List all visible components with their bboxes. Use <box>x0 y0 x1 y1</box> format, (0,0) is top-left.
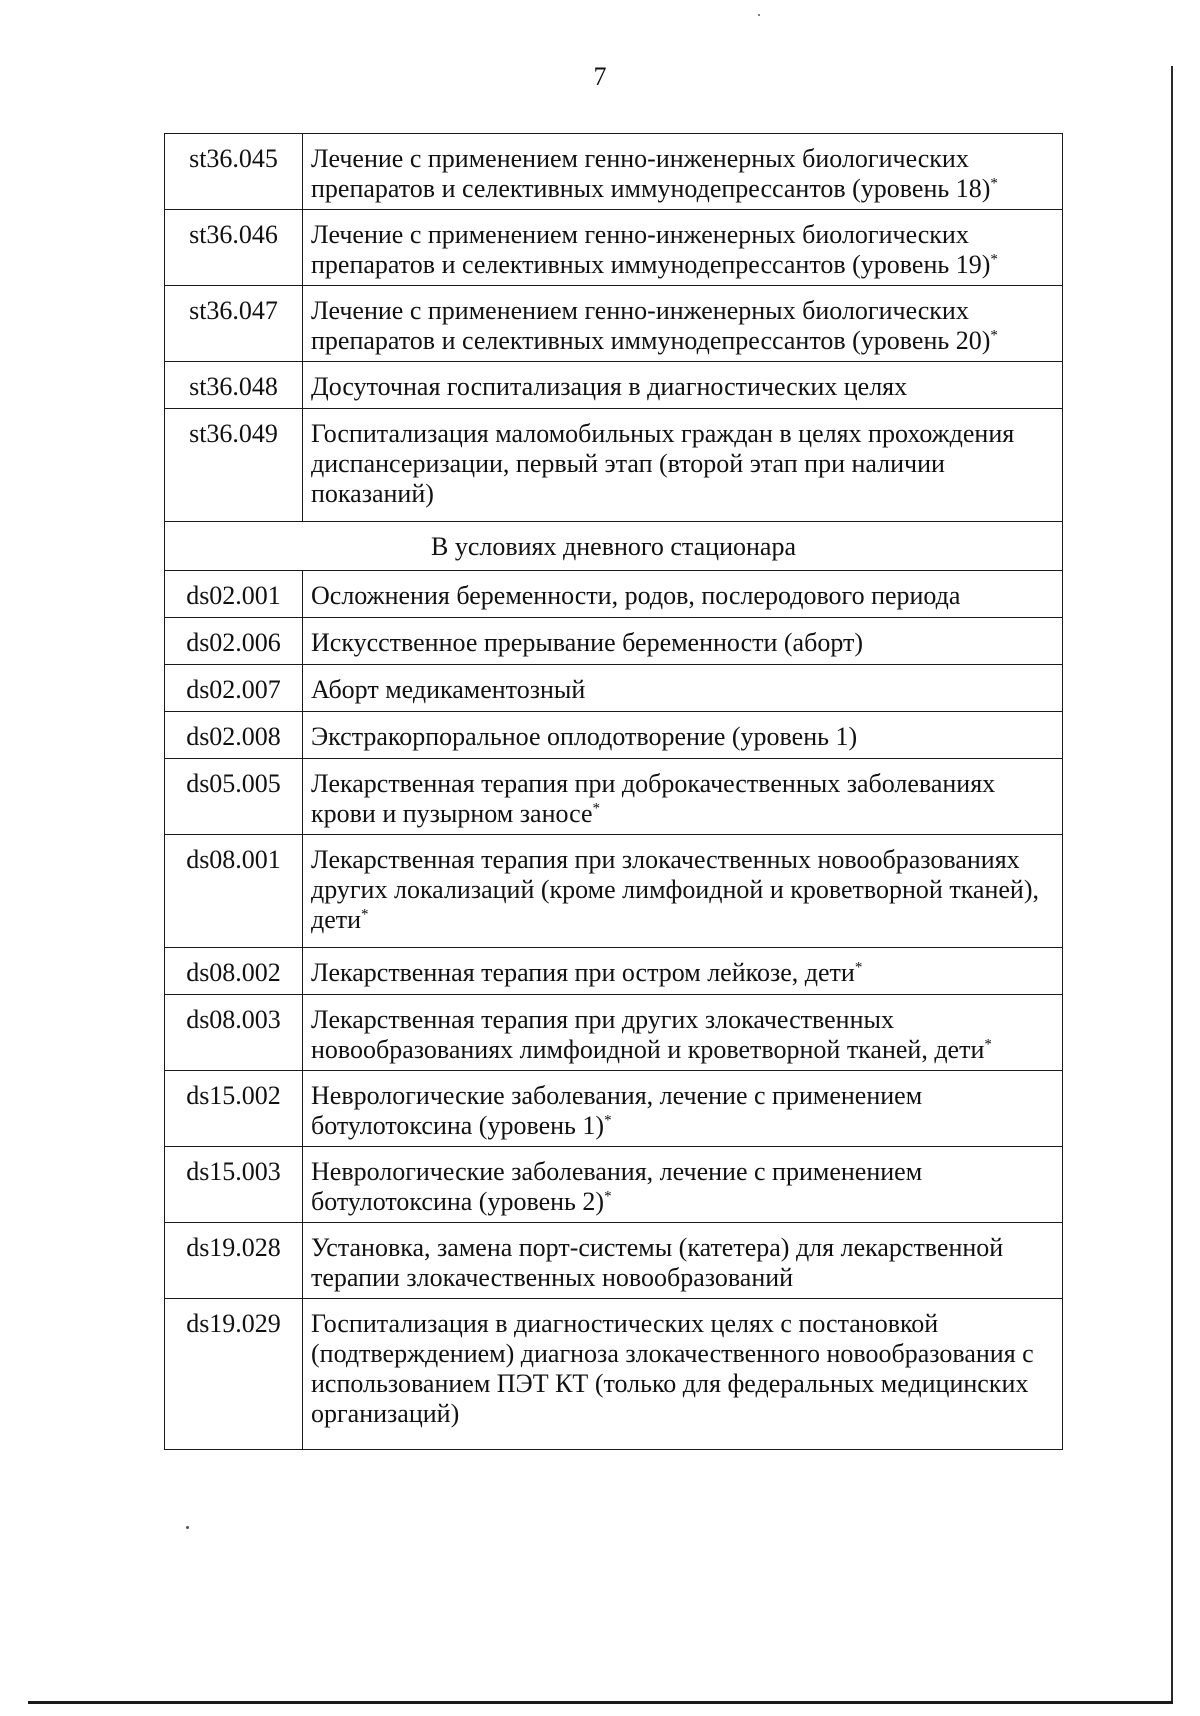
row-text: Лекарственная терапия при злокачественных новообразованиях других локализаций (кроме лимфоидной и кроветворной тканей), дети <box>311 845 1039 934</box>
row-code: st36.045 <box>165 134 303 210</box>
row-code: st36.048 <box>165 362 303 409</box>
row-description <box>303 1223 1063 1299</box>
row-text: Лечение с применением генно-инженерных биологических препаратов и селективных иммунодепрессантов (уровень 19) <box>311 220 991 279</box>
footnote-mark: * <box>854 959 863 976</box>
row-description <box>303 1071 1063 1147</box>
page-number: 7 <box>593 62 607 91</box>
row-description <box>303 286 1063 362</box>
row-code: st36.046 <box>165 210 303 286</box>
row-code: ds19.029 <box>165 1299 303 1450</box>
row-text: Лечение с применением генно-инженерных биологических препаратов и селективных иммунодепрессантов (уровень 20) <box>311 296 991 355</box>
footnote-mark: * <box>990 251 998 268</box>
footnote-mark: * <box>361 906 369 923</box>
row-description <box>303 134 1063 210</box>
row-code: ds15.002 <box>165 1071 303 1147</box>
row-description <box>303 362 1063 409</box>
table-row <box>165 995 1063 1071</box>
row-code: ds02.007 <box>165 665 303 712</box>
table-row <box>165 948 1063 995</box>
footnote-mark: * <box>990 327 998 344</box>
scan-edge-bottom <box>28 1701 1173 1704</box>
table-row <box>165 1299 1063 1450</box>
footnote-mark: * <box>592 800 601 817</box>
table-row <box>165 1223 1063 1299</box>
footnote-mark: * <box>604 1188 612 1205</box>
row-description <box>303 1147 1063 1223</box>
row-text: Лечение с применением генно-инженерных биологических препаратов и селективных иммунодепрессантов (уровень 18) <box>311 144 991 203</box>
scan-edge-right <box>1171 66 1173 1703</box>
table-row <box>165 571 1063 618</box>
row-text: Лекарственная терапия при остром лейкозе, дети <box>311 958 855 987</box>
row-code: ds02.006 <box>165 618 303 665</box>
row-description <box>303 1299 1063 1450</box>
table-row <box>165 665 1063 712</box>
row-description <box>303 665 1063 712</box>
row-text: Неврологические заболевания, лечение с применением ботулотоксина (уровень 1) <box>311 1081 923 1140</box>
row-text: Лекарственная терапия при других злокачественных новообразованиях лимфоидной и кроветворной тканей, дети <box>311 1005 985 1064</box>
row-code: ds08.002 <box>165 948 303 995</box>
section-title: В условиях дневного стационара <box>165 522 1063 571</box>
row-code: ds15.003 <box>165 1147 303 1223</box>
row-text: Осложнения беременности, родов, послеродового периода <box>311 581 961 610</box>
footnote-mark: * <box>990 175 998 192</box>
table-row <box>165 362 1063 409</box>
row-text: Госпитализация в диагностических целях с постановкой (подтверждением) диагноза злокачественного новообразования с использованием ПЭТ КТ (только для федеральных медицинских организаций) <box>311 1309 1034 1428</box>
row-text: Лекарственная терапия при доброкачественных заболеваниях крови и пузырном заносе <box>311 769 996 828</box>
table-row <box>165 618 1063 665</box>
table-row <box>165 835 1063 948</box>
table-row <box>165 134 1063 210</box>
row-code: ds05.005 <box>165 759 303 835</box>
scan-speck <box>186 1526 189 1529</box>
table-row <box>165 409 1063 522</box>
row-code: st36.047 <box>165 286 303 362</box>
table-row <box>165 210 1063 286</box>
table-row <box>165 286 1063 362</box>
row-text: Аборт медикаментозный <box>311 675 586 704</box>
table-row <box>165 759 1063 835</box>
row-description <box>303 712 1063 759</box>
section-row <box>165 522 1063 571</box>
row-description <box>303 571 1063 618</box>
row-code: ds19.028 <box>165 1223 303 1299</box>
row-text: Установка, замена порт-системы (катетера) для лекарственной терапии злокачественных новообразований <box>311 1233 1004 1292</box>
row-description <box>303 835 1063 948</box>
table-row <box>165 1147 1063 1223</box>
row-description <box>303 995 1063 1071</box>
footnote-mark: * <box>604 1112 612 1129</box>
row-text: Госпитализация маломобильных граждан в целях прохождения диспансеризации, первый этап (второй этап при наличии показаний) <box>311 419 1015 508</box>
scan-speck <box>758 14 760 16</box>
row-code: st36.049 <box>165 409 303 522</box>
table-row <box>165 712 1063 759</box>
row-description <box>303 948 1063 995</box>
row-description <box>303 618 1063 665</box>
row-code: ds02.008 <box>165 712 303 759</box>
row-text: Неврологические заболевания, лечение с применением ботулотоксина (уровень 2) <box>311 1157 923 1216</box>
row-text: Досуточная госпитализация в диагностических целях <box>311 372 908 401</box>
row-text: Искусственное прерывание беременности (аборт) <box>311 628 863 657</box>
codes-table <box>164 133 1063 1450</box>
row-code: ds08.001 <box>165 835 303 948</box>
table-row <box>165 1071 1063 1147</box>
row-description <box>303 409 1063 522</box>
row-code: ds02.001 <box>165 571 303 618</box>
footnote-mark: * <box>984 1036 992 1053</box>
row-text: Экстракорпоральное оплодотворение (уровень 1) <box>311 722 858 751</box>
row-code: ds08.003 <box>165 995 303 1071</box>
row-description <box>303 759 1063 835</box>
row-description <box>303 210 1063 286</box>
